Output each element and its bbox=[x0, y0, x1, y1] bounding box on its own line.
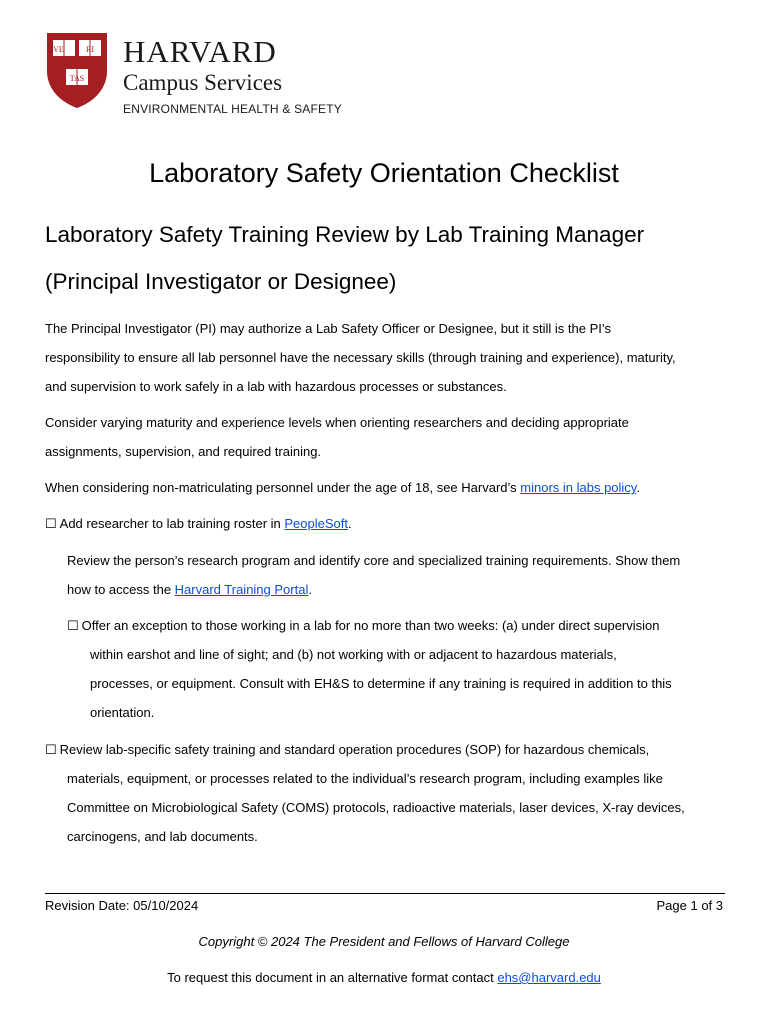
alternative-format-notice bbox=[0, 967, 768, 989]
roster-detail-line-1: Review the person’s research program and identify core and specialized training requirements. Show them bbox=[67, 553, 681, 568]
intro-paragraph-2-line-1: Consider varying maturity and experience levels when orienting researchers and deciding appropriate bbox=[45, 415, 629, 430]
exception-line-3: processes, or equipment. Consult with EH&S to determine if any training is required in addition to this bbox=[90, 676, 672, 691]
harvard-campus-services-logo bbox=[45, 31, 350, 121]
exception-line-1: Offer an exception to those working in a lab for no more than two weeks: (a) under direct supervision bbox=[81, 618, 660, 633]
roster-detail-line-2 bbox=[67, 575, 312, 604]
checkbox-review-sop[interactable]: ☐ bbox=[45, 743, 57, 758]
intro-paragraph-1-line-2: responsibility to ensure all lab personnel have the necessary skills (through training and experience), maturity, bbox=[45, 350, 676, 365]
logo-ehs-text: ENVIRONMENTAL HEALTH & SAFETY bbox=[123, 102, 342, 116]
alt-format-prefix: To request this document in an alternative format contact bbox=[167, 970, 498, 985]
intro-paragraph-3 bbox=[45, 473, 640, 502]
footer-divider bbox=[45, 893, 725, 894]
minors-policy-prefix: When considering non-matriculating personnel under the age of 18, see Harvard’s bbox=[45, 480, 521, 495]
intro-paragraph-1-line-1: The Principal Investigator (PI) may authorize a Lab Safety Officer or Designee, but it still is the PI’s bbox=[45, 321, 612, 336]
copyright-notice: Copyright © 2024 The President and Fellows of Harvard College bbox=[198, 934, 570, 949]
logo-harvard-text: HARVARD bbox=[123, 34, 277, 69]
section-heading-line1: Laboratory Safety Training Review by Lab Training Manager bbox=[45, 222, 645, 247]
add-to-roster-text: Add researcher to lab training roster in bbox=[59, 516, 285, 531]
exception-line-2: within earshot and line of sight; and (b) not working with or adjacent to hazardous materials, bbox=[90, 647, 617, 662]
peoplesoft-link[interactable]: PeopleSoft bbox=[284, 516, 348, 531]
page-number: Page 1 of 3 bbox=[656, 898, 723, 913]
checklist-item-add-to-roster bbox=[45, 509, 352, 539]
intro-paragraph-2-line-2: assignments, supervision, and required training. bbox=[45, 444, 322, 459]
document-title: Laboratory Safety Orientation Checklist bbox=[149, 158, 619, 188]
review-sop-line-1: Review lab-specific safety training and standard operation procedures (SOP) for hazardous chemicals, bbox=[59, 742, 650, 757]
logo-campus-services-text: Campus Services bbox=[123, 70, 283, 95]
shield-text-tas: TAS bbox=[69, 74, 85, 83]
exception-line-4: orientation. bbox=[90, 705, 155, 720]
revision-date: Revision Date: 05/10/2024 bbox=[45, 898, 199, 913]
harvard-training-portal-link[interactable]: Harvard Training Portal bbox=[174, 582, 309, 597]
shield-text-ve: VE bbox=[53, 45, 64, 54]
minors-in-labs-policy-link[interactable]: minors in labs policy bbox=[520, 480, 637, 495]
add-to-roster-suffix: . bbox=[348, 516, 352, 531]
harvard-shield-icon bbox=[45, 31, 109, 109]
training-portal-prefix: how to access the bbox=[67, 582, 175, 597]
checklist-item-review-sop bbox=[45, 735, 649, 765]
ehs-email-link[interactable]: ehs@harvard.edu bbox=[497, 970, 601, 985]
shield-text-ri: RI bbox=[86, 45, 94, 54]
training-portal-suffix: . bbox=[308, 582, 312, 597]
review-sop-line-4: carcinogens, and lab documents. bbox=[67, 829, 258, 844]
intro-paragraph-1-line-3: and supervision to work safely in a lab with hazardous processes or substances. bbox=[45, 379, 507, 394]
section-heading-line2: (Principal Investigator or Designee) bbox=[45, 269, 397, 294]
review-sop-line-3: Committee on Microbiological Safety (COMS) protocols, radioactive materials, laser devices, X-ray devices, bbox=[67, 800, 685, 815]
review-sop-line-2: materials, equipment, or processes related to the individual’s research program, including examples like bbox=[67, 771, 663, 786]
checkbox-add-to-roster[interactable]: ☐ bbox=[45, 517, 57, 532]
logo-wordmark bbox=[123, 35, 342, 119]
minors-policy-suffix: . bbox=[636, 480, 640, 495]
checkbox-exception[interactable]: ☐ bbox=[67, 619, 79, 634]
checklist-subitem-exception bbox=[67, 611, 660, 641]
